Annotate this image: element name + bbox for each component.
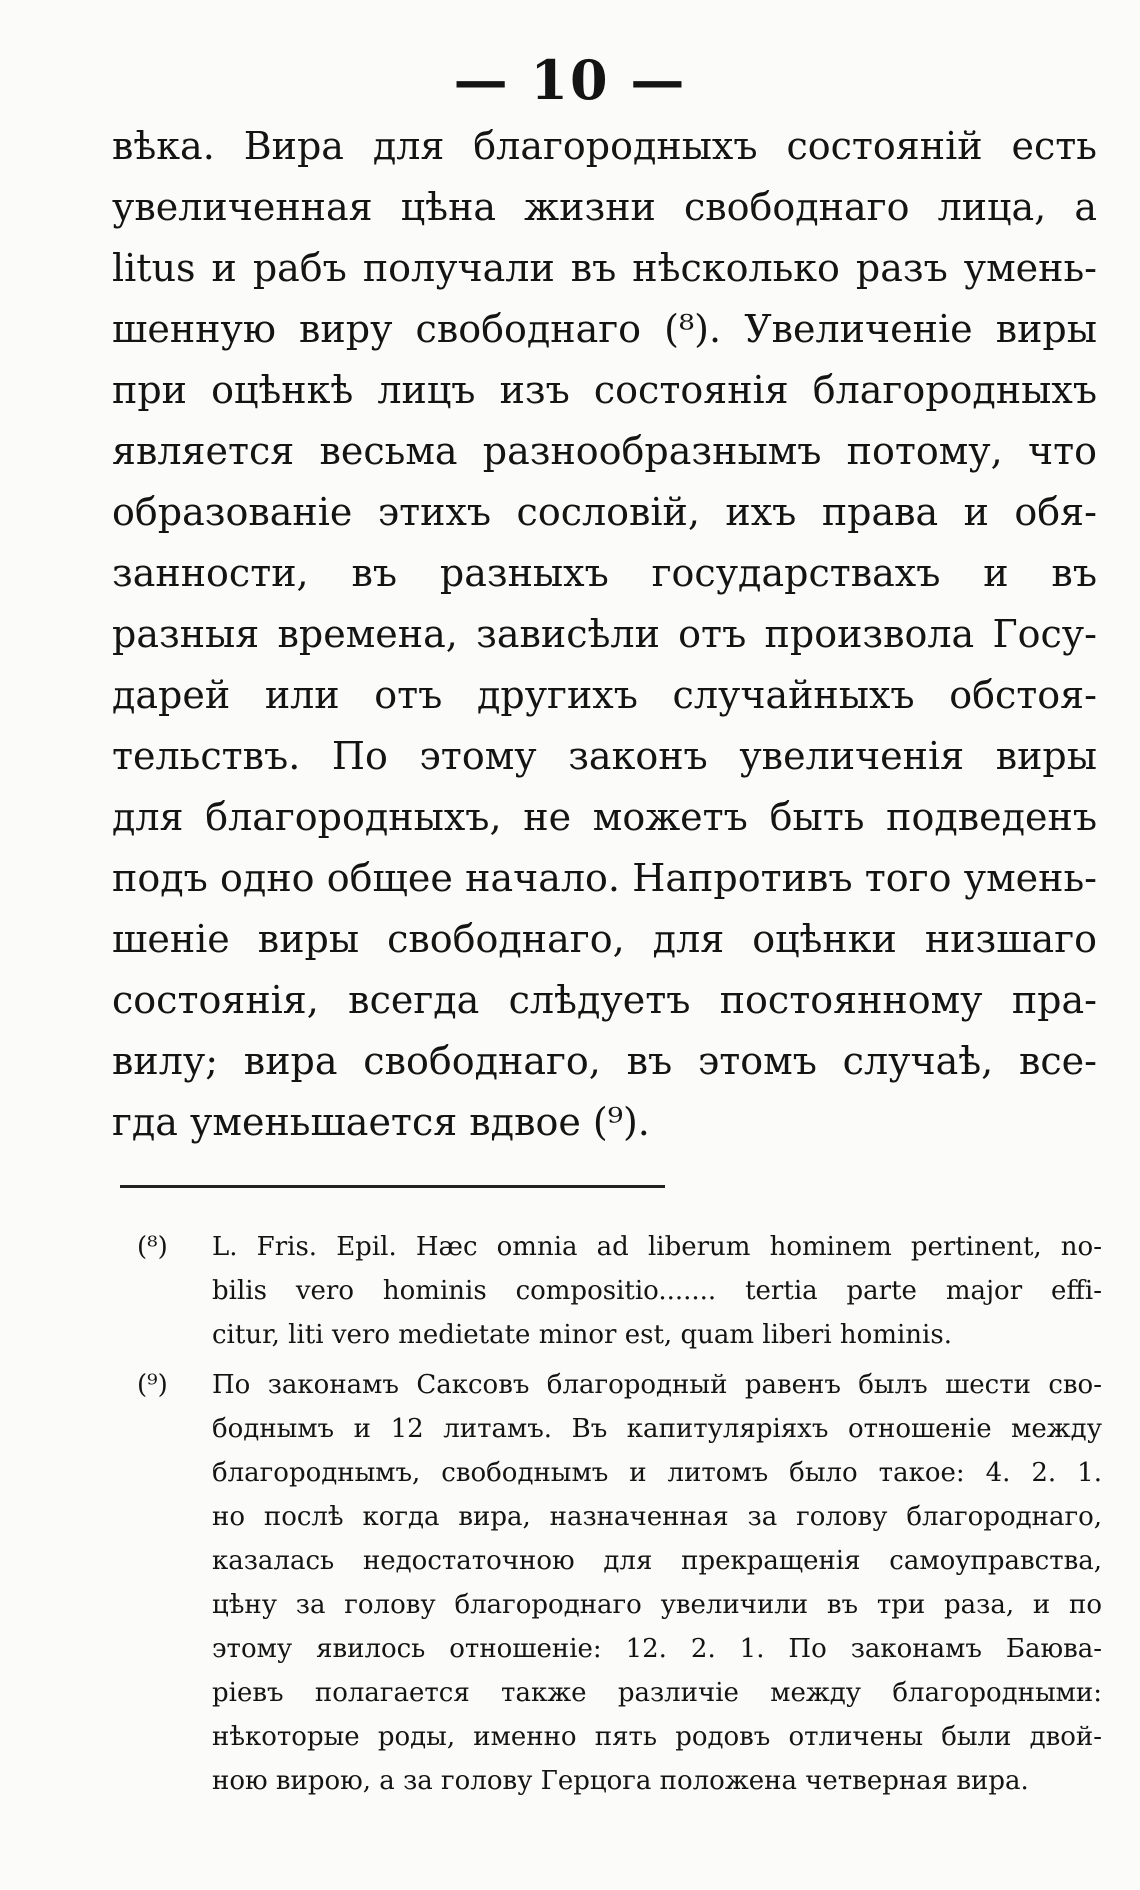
footnote-line: ріевъ полагается также различіе между благородными: [212,1678,1102,1708]
text-line: для благородныхъ, не можетъ быть подведенъ [112,795,1097,839]
footnote-line: боднымъ и 12 литамъ. Въ капитуляріяхъ отношеніе между [212,1414,1102,1444]
text-line: дарей или отъ другихъ случайныхъ обстоя- [112,673,1097,717]
text-line: занности, въ разныхъ государствахъ и въ [112,551,1097,595]
footnote-line: но послѣ когда вира, назначенная за голову благороднаго, [212,1502,1102,1532]
text-line: образованіе этихъ сословій, ихъ права и обя- [112,490,1097,534]
footnote-text [212,1225,1102,1357]
footnote-line: По законамъ Саксовъ благородный равенъ былъ шести сво- [212,1370,1102,1400]
footnote-mark: (⁸) [137,1232,168,1262]
text-line: увеличенная цѣна жизни свободнаго лица, а [112,185,1097,229]
footnote-line: благороднымъ, свободнымъ и литомъ было такое: 4. 2. 1. [212,1458,1102,1488]
footnotes [137,1225,1102,1809]
footnote-line: bilis vero hominis compositio....... tertia parte major effi- [212,1276,1102,1306]
footnote-mark: (⁹) [137,1370,168,1400]
text-line: при оцѣнкѣ лицъ изъ состоянія благородныхъ [112,368,1097,412]
text-line: шеніе виры свободнаго, для оцѣнки низшаго [112,917,1097,961]
text-line: является весьма разнообразнымъ потому, что [112,429,1097,473]
text-line: разныя времена, зависѣли отъ произвола Госу- [112,612,1097,656]
footnote-line: нѣкоторые роды, именно пять родовъ отличены были двой- [212,1722,1102,1752]
footnote-line: citur, liti vero medietate minor est, quam liberi hominis. [212,1320,952,1350]
text-line: состоянія, всегда слѣдуетъ постоянному пра- [112,978,1097,1022]
footnote-line: цѣну за голову благороднаго увеличили въ три раза, и по [212,1590,1102,1620]
footnote-8 [137,1225,1102,1357]
text-line: вилу; вира свободнаго, въ этомъ случаѣ, все- [112,1039,1097,1083]
text-line: вѣка. Вира для благородныхъ состояній есть [112,124,1097,168]
footnote-line: L. Fris. Epil. Hæc omnia ad liberum hominem pertinent, no- [212,1232,1102,1262]
footnote-divider [120,1185,665,1188]
footnote-line: этому явилось отношеніе: 12. 2. 1. По законамъ Баюва- [212,1634,1102,1664]
footnote-line: ною вирою, а за голову Герцога положена четверная вира. [212,1766,1029,1796]
text-line: гда уменьшается вдвое (⁹). [112,1100,650,1144]
footnote-text [212,1363,1102,1803]
footnote-9 [137,1363,1102,1803]
text-line: подъ одно общее начало. Напротивъ того умень- [112,856,1097,900]
page-number: — 10 — [453,48,687,112]
footnote-line: казалась недостаточною для прекращенія самоуправства, [212,1546,1102,1576]
text-line: litus и рабъ получали въ нѣсколько разъ умень- [112,246,1097,290]
text-line: тельствъ. По этому законъ увеличенія виры [112,734,1097,778]
main-text [112,116,1097,1153]
text-line: шенную виру свободнаго (⁸). Увеличеніе виры [112,307,1097,351]
